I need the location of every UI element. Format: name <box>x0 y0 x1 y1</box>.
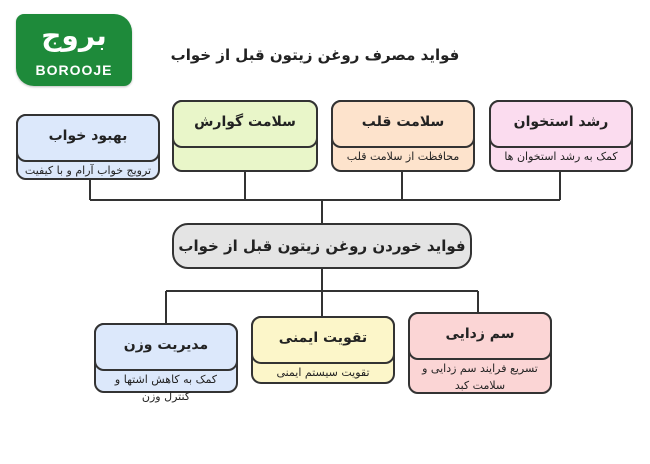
node-description: کمک به کاهش اشتها و کنترل وزن <box>114 373 218 403</box>
node-weight <box>94 323 238 403</box>
node-description: ترویج خواب آرام و با کیفیت <box>24 164 152 177</box>
node-digestion <box>172 100 318 172</box>
node-description: تقویت سیستم ایمنی <box>276 366 370 379</box>
logo-mark: بروج <box>41 19 107 52</box>
logo-wordmark: BOROOJE <box>35 62 113 78</box>
node-bone <box>489 100 633 172</box>
node-title: مدیریت وزن <box>94 323 238 371</box>
node-description: تسریع فرایند سم زدایی و سلامت کبد <box>422 362 538 392</box>
central-node: فواید خوردن روغن زیتون قبل از خواب <box>172 223 472 269</box>
node-sleep <box>16 114 160 180</box>
node-title: سلامت قلب <box>331 100 475 148</box>
node-immunity <box>251 316 395 384</box>
node-heart <box>331 100 475 172</box>
node-title: رشد استخوان <box>489 100 633 148</box>
brand-logo <box>16 14 132 86</box>
node-description: کمک به رشد استخوان ها <box>504 150 618 163</box>
node-title: سلامت گوارش <box>172 100 318 148</box>
node-title: تقویت ایمنی <box>251 316 395 364</box>
page-title: فواید مصرف روغن زیتون قبل از خواب <box>170 46 460 64</box>
node-title: سم زدایی <box>408 312 552 360</box>
node-description: محافظت از سلامت قلب <box>346 150 460 163</box>
node-detox <box>408 312 552 394</box>
node-title: بهبود خواب <box>16 114 160 162</box>
